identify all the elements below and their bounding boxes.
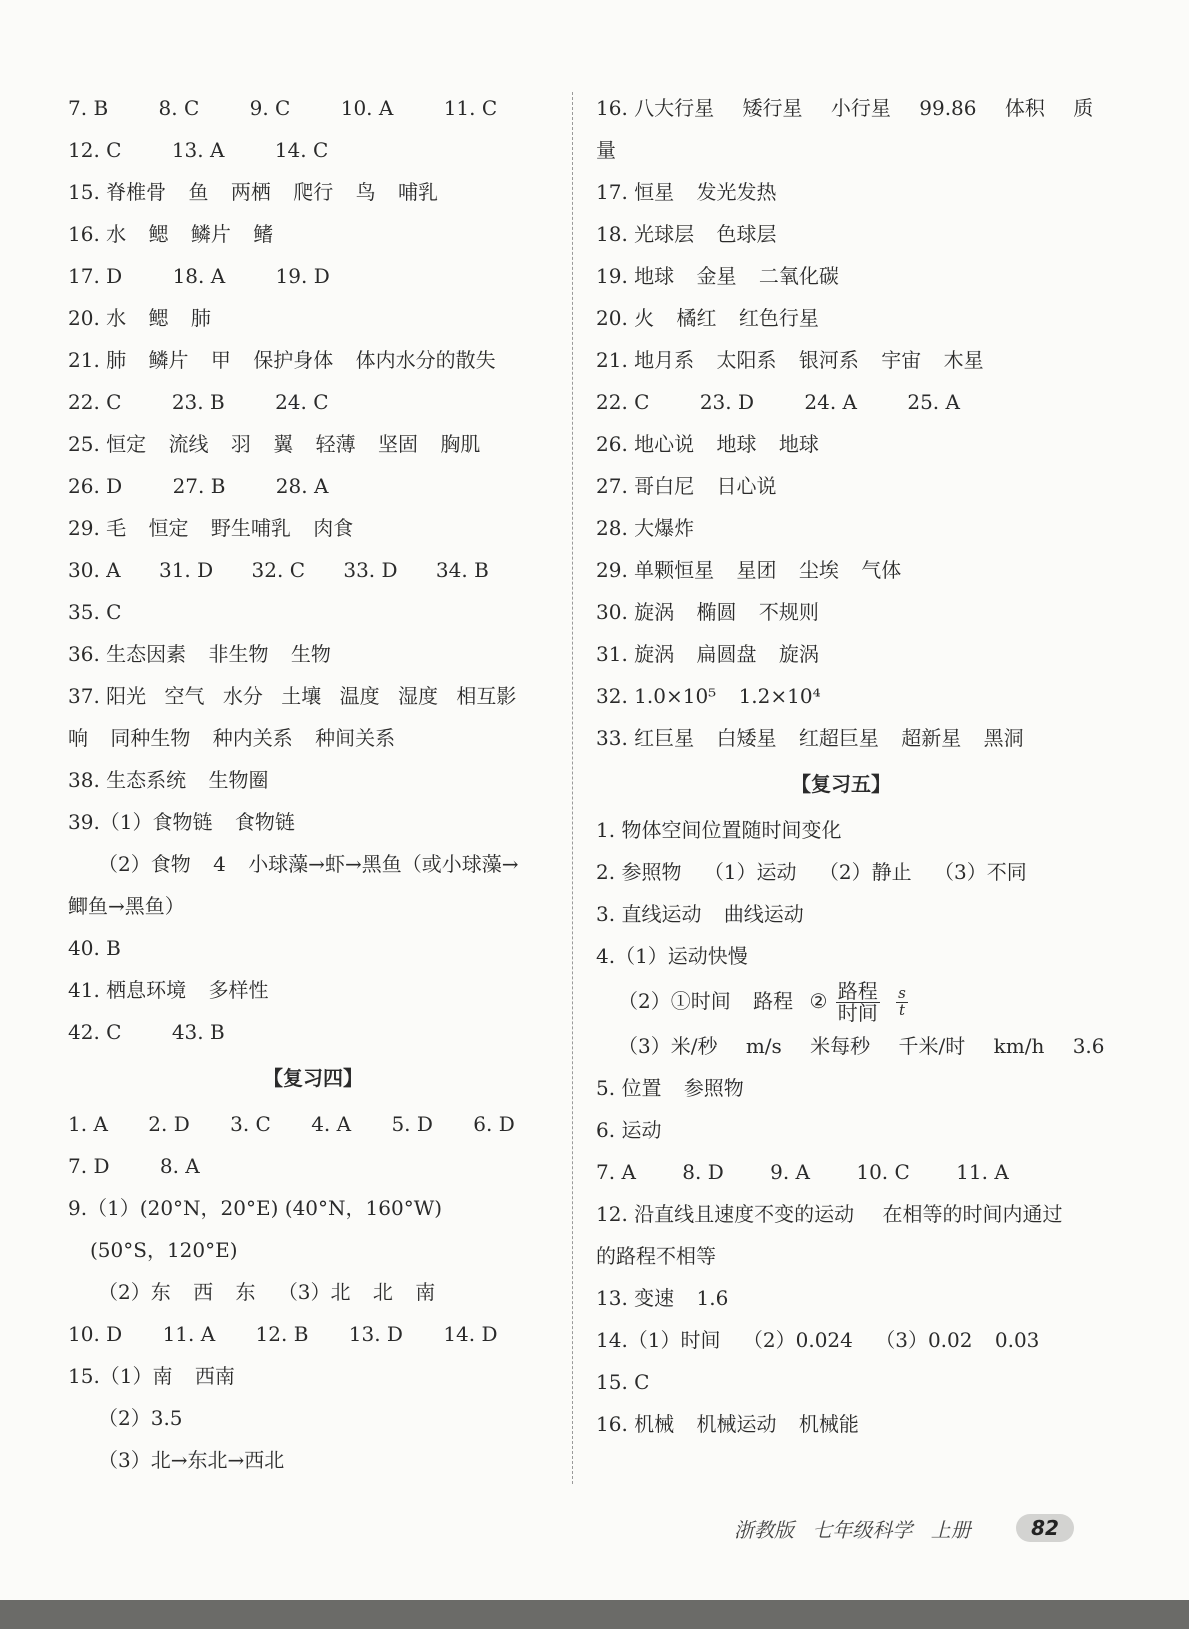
right-column — [596, 87, 1105, 1445]
answer-line: 42. C 43. B — [68, 1020, 225, 1044]
answer-line: 41. 栖息环境 多样性 — [68, 978, 269, 1002]
section-title-review-5: 【复习五】 — [791, 772, 891, 796]
answer-line: 13. 变速 1.6 — [596, 1286, 729, 1310]
answer-line: 15. C — [596, 1370, 650, 1394]
answer-line: 21. 地月系 太阳系 银河系 宇宙 木星 — [596, 348, 984, 372]
answer-line: 26. D 27. B 28. A — [68, 474, 329, 498]
answer-line: （2）食物 4 小球藻→虾→黑鱼（或小球藻→ — [98, 852, 519, 876]
section-title-review-4: 【复习四】 — [263, 1066, 363, 1090]
footer-edition: 浙教版 — [734, 1518, 794, 1542]
answer-line: 6. 运动 — [596, 1118, 662, 1142]
answer-line: 2. 参照物 （1）运动 （2）静止 （3）不同 — [596, 860, 1027, 884]
footer-grade-subject: 七年级科学 — [812, 1518, 913, 1542]
answer-line: 28. 大爆炸 — [596, 516, 695, 540]
answer-line: 7. D 8. A — [68, 1154, 200, 1178]
answer-line: 21. 肺 鳞片 甲 保护身体 体内水分的散失 — [68, 348, 496, 372]
answer-line: 22. C 23. D 24. A 25. A — [596, 390, 960, 414]
answer-line: 38. 生态系统 生物圈 — [68, 768, 269, 792]
answer-line: 32. 1.0×10⁵ 1.2×10⁴ — [596, 684, 821, 708]
answer-line: 1. 物体空间位置随时间变化 — [596, 818, 842, 842]
answer-line: 29. 单颗恒星 星团 尘埃 气体 — [596, 558, 902, 582]
answer-line: 20. 水 鳃 肺 — [68, 306, 211, 330]
answer-line: 31. 旋涡 扁圆盘 旋涡 — [596, 642, 819, 666]
answer-line: 36. 生态因素 非生物 生物 — [68, 642, 331, 666]
answer-line: 7. B 8. C 9. C 10. A 11. C — [68, 96, 498, 120]
fraction-distance-over-time: $\frac{\text{路程}}{\text{时间}}$ — [837, 979, 878, 1025]
page-number-badge: 82 — [1016, 1514, 1074, 1542]
answer-line: 16. 八大行星 矮行星 小行星 99.86 体积 质 — [596, 96, 1094, 120]
answer-line: （2）①时间 路程 ② $\frac{\text{路程}}{\text{时间}}$ $\frac{s}{t}$ — [618, 979, 906, 1025]
footer-volume: 上册 — [930, 1518, 971, 1542]
answer-line: 10. D 11. A 12. B 13. D 14. D — [68, 1322, 498, 1346]
answer-line: 3. 直线运动 曲线运动 — [596, 902, 804, 926]
left-column — [68, 87, 558, 1481]
answer-line: 16. 机械 机械运动 机械能 — [596, 1412, 859, 1436]
answer-line: 30. A 31. D 32. C 33. D 34. B — [68, 558, 489, 582]
answer-line: 33. 红巨星 白矮星 红超巨星 超新星 黑洞 — [596, 726, 1024, 750]
answer-line: （2）东 西 东 （3）北 北 南 — [98, 1280, 436, 1304]
answer-line: 19. 地球 金星 二氧化碳 — [596, 264, 839, 288]
answer-line: 5. 位置 参照物 — [596, 1076, 744, 1100]
answer-line: 37. 阳光 空气 水分 土壤 温度 湿度 相互影 — [68, 684, 517, 708]
answer-line: 9.（1）(20°N，20°E) (40°N，160°W) — [68, 1196, 443, 1220]
answer-line: 12. 沿直线且速度不变的运动 在相等的时间内通过 — [596, 1202, 1063, 1226]
answer-line: 30. 旋涡 椭圆 不规则 — [596, 600, 819, 624]
fraction-s-over-t: $\frac{s}{t}$ — [898, 984, 906, 1019]
answer-line: 响 同种生物 种内关系 种间关系 — [68, 726, 396, 750]
answer-line: 20. 火 橘红 红色行星 — [596, 306, 819, 330]
answer-line: 18. 光球层 色球层 — [596, 222, 777, 246]
answer-line: (50°S，120°E) — [90, 1238, 238, 1262]
answer-line: 39.（1）食物链 食物链 — [68, 810, 295, 834]
answer-line: 鲫鱼→黑鱼） — [68, 894, 185, 918]
answer-line: 14.（1）时间 （2）0.024 （3）0.02 0.03 — [596, 1328, 1040, 1352]
answer-line: 量 — [596, 138, 616, 162]
scan-edge-band — [0, 1600, 1189, 1629]
answer-line: （2）3.5 — [98, 1406, 183, 1430]
answer-line: 的路程不相等 — [596, 1244, 716, 1268]
answer-line: 35. C — [68, 600, 122, 624]
answer-line: 16. 水 鳃 鳞片 鳍 — [68, 222, 274, 246]
page-footer — [734, 1515, 983, 1545]
answer-line: 12. C 13. A 14. C — [68, 138, 329, 162]
answer-line: 17. 恒星 发光发热 — [596, 180, 777, 204]
answer-line: （3）米/秒 m/s 米每秒 千米/时 km/h 3.6 — [618, 1034, 1105, 1058]
answer-line: 1. A 2. D 3. C 4. A 5. D 6. D — [68, 1112, 515, 1136]
answer-line: 26. 地心说 地球 地球 — [596, 432, 819, 456]
answer-line: 17. D 18. A 19. D — [68, 264, 330, 288]
answer-line: 22. C 23. B 24. C — [68, 390, 329, 414]
answer-line: 29. 毛 恒定 野生哺乳 肉食 — [68, 516, 354, 540]
answer-line: 25. 恒定 流线 羽 翼 轻薄 坚固 胸肌 — [68, 432, 481, 456]
answer-line: 7. A 8. D 9. A 10. C 11. A — [596, 1160, 1009, 1184]
answer-line: 15.（1）南 西南 — [68, 1364, 235, 1388]
answer-line: （3）北→东北→西北 — [98, 1448, 285, 1472]
answer-line: 4.（1）运动快慢 — [596, 944, 748, 968]
column-divider — [572, 92, 573, 1484]
answer-line: 15. 脊椎骨 鱼 两栖 爬行 鸟 哺乳 — [68, 180, 438, 204]
answer-line: 40. B — [68, 936, 121, 960]
answer-line: 27. 哥白尼 日心说 — [596, 474, 777, 498]
